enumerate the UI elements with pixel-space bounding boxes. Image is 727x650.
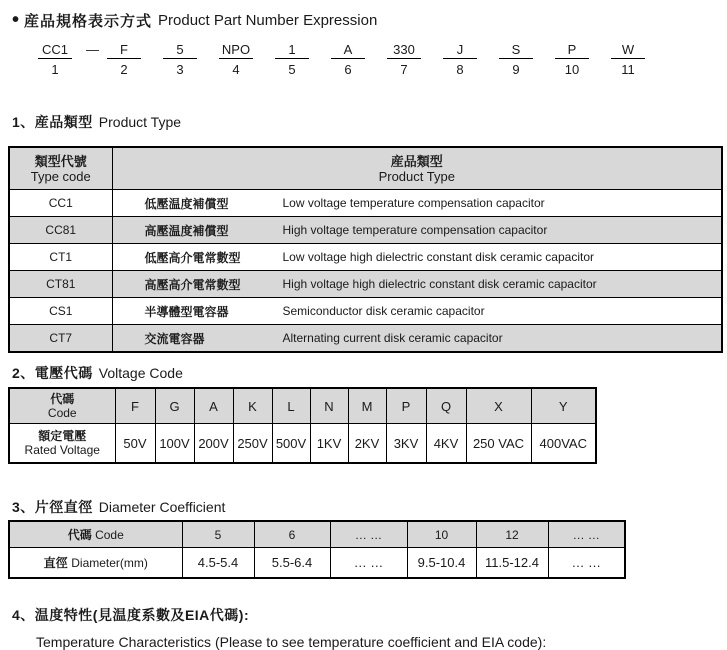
header-type-code — [9, 147, 112, 190]
section1-title-en: Product Type — [98, 114, 182, 130]
diameter-value-label-zh: 直徑 — [43, 556, 68, 570]
header-product-type — [112, 147, 722, 190]
pn-num: 7 — [400, 62, 408, 77]
voltage-code-label-zh: 代碼 — [50, 392, 75, 406]
pn-num: 10 — [564, 62, 580, 77]
pn-num: 9 — [512, 62, 520, 77]
pn-code: J — [443, 42, 477, 59]
table-row — [9, 217, 722, 244]
diameter-value: 5.5-6.4 — [254, 548, 330, 579]
type-code-cell: CT7 — [9, 325, 112, 353]
voltage-code-letter: F — [115, 388, 155, 424]
voltage-value: 100V — [155, 424, 194, 464]
section2-title — [12, 364, 727, 382]
pn-code: S — [499, 42, 533, 59]
section4-title: 4、温度特性(見温度系數及EIA代碼): — [12, 607, 250, 623]
pn-dash: — — [86, 42, 99, 57]
table-row — [9, 244, 722, 271]
type-name-zh: 低壓高介電常數型 — [144, 250, 241, 265]
header-type-code-zh: 類型代號 — [34, 153, 87, 169]
diameter-code-label-en: Code — [95, 528, 124, 542]
table-header-row — [9, 147, 722, 190]
voltage-code-letter: N — [310, 388, 348, 424]
diameter-table — [8, 520, 626, 579]
diameter-value: 9.5-10.4 — [407, 548, 476, 579]
pn-segment-2 — [107, 42, 141, 77]
pn-num: 8 — [456, 62, 464, 77]
voltage-code-label-en: Code — [47, 406, 77, 420]
diameter-value: … … — [548, 548, 625, 579]
pn-num: 3 — [176, 62, 184, 77]
voltage-code-letter: A — [194, 388, 233, 424]
header-product-type-en: Product Type — [378, 168, 455, 184]
diameter-value-label-en: Diameter(mm) — [71, 556, 148, 570]
table-row — [9, 325, 722, 353]
pn-segment-11 — [611, 42, 645, 77]
section4-subtitle: Temperature Characteristics (Please to see temperature coefficient and EIA code): — [36, 634, 547, 650]
section3-title — [12, 498, 727, 516]
voltage-code-letter: M — [348, 388, 386, 424]
section2-title-en: Voltage Code — [98, 365, 183, 381]
product-type-table — [8, 146, 723, 353]
table-header-row — [9, 388, 596, 424]
pn-code: F — [107, 42, 141, 59]
section3-title-zh: 3、片徑直徑 — [12, 499, 93, 515]
voltage-code-letter: X — [466, 388, 531, 424]
type-name-zh: 高壓温度補償型 — [144, 223, 229, 238]
pn-code: P — [555, 42, 589, 59]
doc-title — [12, 10, 727, 30]
type-name-en: Low voltage temperature compensation capacitor — [282, 196, 545, 210]
pn-num: 5 — [288, 62, 296, 77]
section1-title-zh: 1、産品類型 — [12, 114, 93, 130]
voltage-value: 2KV — [348, 424, 386, 464]
header-product-type-zh: 産品類型 — [390, 153, 443, 169]
voltage-code-letter: K — [233, 388, 272, 424]
pn-code: CC1 — [38, 42, 72, 59]
voltage-code-letter: P — [386, 388, 426, 424]
type-code-cell: CT1 — [9, 244, 112, 271]
type-name-en: High voltage temperature compensation capacitor — [282, 223, 548, 237]
voltage-code-letter: G — [155, 388, 194, 424]
type-code-cell: CC1 — [9, 190, 112, 217]
voltage-code-letter: Y — [531, 388, 596, 424]
diameter-code-label-zh: 代碼 — [67, 528, 92, 542]
diameter-code-label — [9, 521, 182, 548]
doc-title-zh: 産品規格表示方式 — [24, 12, 153, 30]
diameter-code: 12 — [476, 521, 548, 548]
voltage-value: 250V — [233, 424, 272, 464]
pn-segment-5 — [275, 42, 309, 77]
pn-segment-6 — [331, 42, 365, 77]
pn-code: 1 — [275, 42, 309, 59]
diameter-code: … … — [548, 521, 625, 548]
pn-code: A — [331, 42, 365, 59]
diameter-code: … … — [330, 521, 407, 548]
pn-code: NPO — [219, 42, 253, 59]
table-header-row — [9, 521, 625, 548]
diameter-code: 5 — [182, 521, 254, 548]
pn-segment-10 — [555, 42, 589, 77]
type-code-cell: CS1 — [9, 298, 112, 325]
section2-title-zh: 2、電壓代碼 — [12, 365, 93, 381]
type-name-zh: 半導體型電容器 — [144, 304, 229, 319]
pn-num: 2 — [120, 62, 128, 77]
pn-num: 6 — [344, 62, 352, 77]
voltage-value: 50V — [115, 424, 155, 464]
voltage-code-table — [8, 387, 597, 464]
doc-title-en: Product Part Number Expression — [158, 11, 378, 29]
part-number-expression — [38, 42, 727, 77]
section3-title-en: Diameter Coefficient — [98, 499, 226, 515]
pn-segment-7 — [387, 42, 421, 77]
diameter-value: … … — [330, 548, 407, 579]
voltage-value: 1KV — [310, 424, 348, 464]
voltage-code-letter: Q — [426, 388, 466, 424]
type-name-zh: 高壓高介電常數型 — [144, 277, 241, 292]
pn-segment-4 — [219, 42, 253, 77]
type-name-zh: 交流電容器 — [144, 331, 205, 346]
diameter-value: 11.5-12.4 — [476, 548, 548, 579]
type-name-en: Semiconductor disk ceramic capacitor — [282, 304, 485, 318]
voltage-value: 3KV — [386, 424, 426, 464]
table-row — [9, 548, 625, 579]
diameter-value-label — [9, 548, 182, 579]
pn-segment-8 — [443, 42, 477, 77]
rated-voltage-label-zh: 額定電壓 — [38, 429, 87, 443]
pn-code: 330 — [387, 42, 421, 59]
rated-voltage-label — [9, 424, 115, 464]
pn-num: 4 — [232, 62, 240, 77]
type-name-zh: 低壓温度補償型 — [144, 196, 229, 211]
voltage-value: 200V — [194, 424, 233, 464]
bullet-icon: • — [12, 9, 20, 31]
voltage-value: 500V — [272, 424, 310, 464]
diameter-code: 6 — [254, 521, 330, 548]
type-code-cell: CC81 — [9, 217, 112, 244]
type-name-en: Low voltage high dielectric constant disk ceramic capacitor — [282, 250, 594, 264]
voltage-value: 400VAC — [531, 424, 596, 464]
voltage-value: 250 VAC — [466, 424, 531, 464]
voltage-code-label — [9, 388, 115, 424]
pn-code: W — [611, 42, 645, 59]
type-name-en: Alternating current disk ceramic capacitor — [282, 331, 503, 345]
pn-segment-9 — [499, 42, 533, 77]
pn-segment-3 — [163, 42, 197, 77]
pn-num: 1 — [51, 62, 59, 77]
voltage-value: 4KV — [426, 424, 466, 464]
table-row — [9, 271, 722, 298]
pn-code: 5 — [163, 42, 197, 59]
pn-num: 11 — [621, 62, 635, 77]
table-row — [9, 190, 722, 217]
type-name-en: High voltage high dielectric constant disk ceramic capacitor — [282, 277, 597, 291]
header-type-code-en: Type code — [30, 168, 91, 184]
type-code-cell: CT81 — [9, 271, 112, 298]
voltage-code-letter: L — [272, 388, 310, 424]
table-row — [9, 298, 722, 325]
section1-title — [12, 113, 727, 131]
rated-voltage-label-en: Rated Voltage — [24, 443, 100, 457]
pn-segment-1 — [38, 42, 72, 77]
diameter-code: 10 — [407, 521, 476, 548]
diameter-value: 4.5-5.4 — [182, 548, 254, 579]
table-row — [9, 424, 596, 464]
